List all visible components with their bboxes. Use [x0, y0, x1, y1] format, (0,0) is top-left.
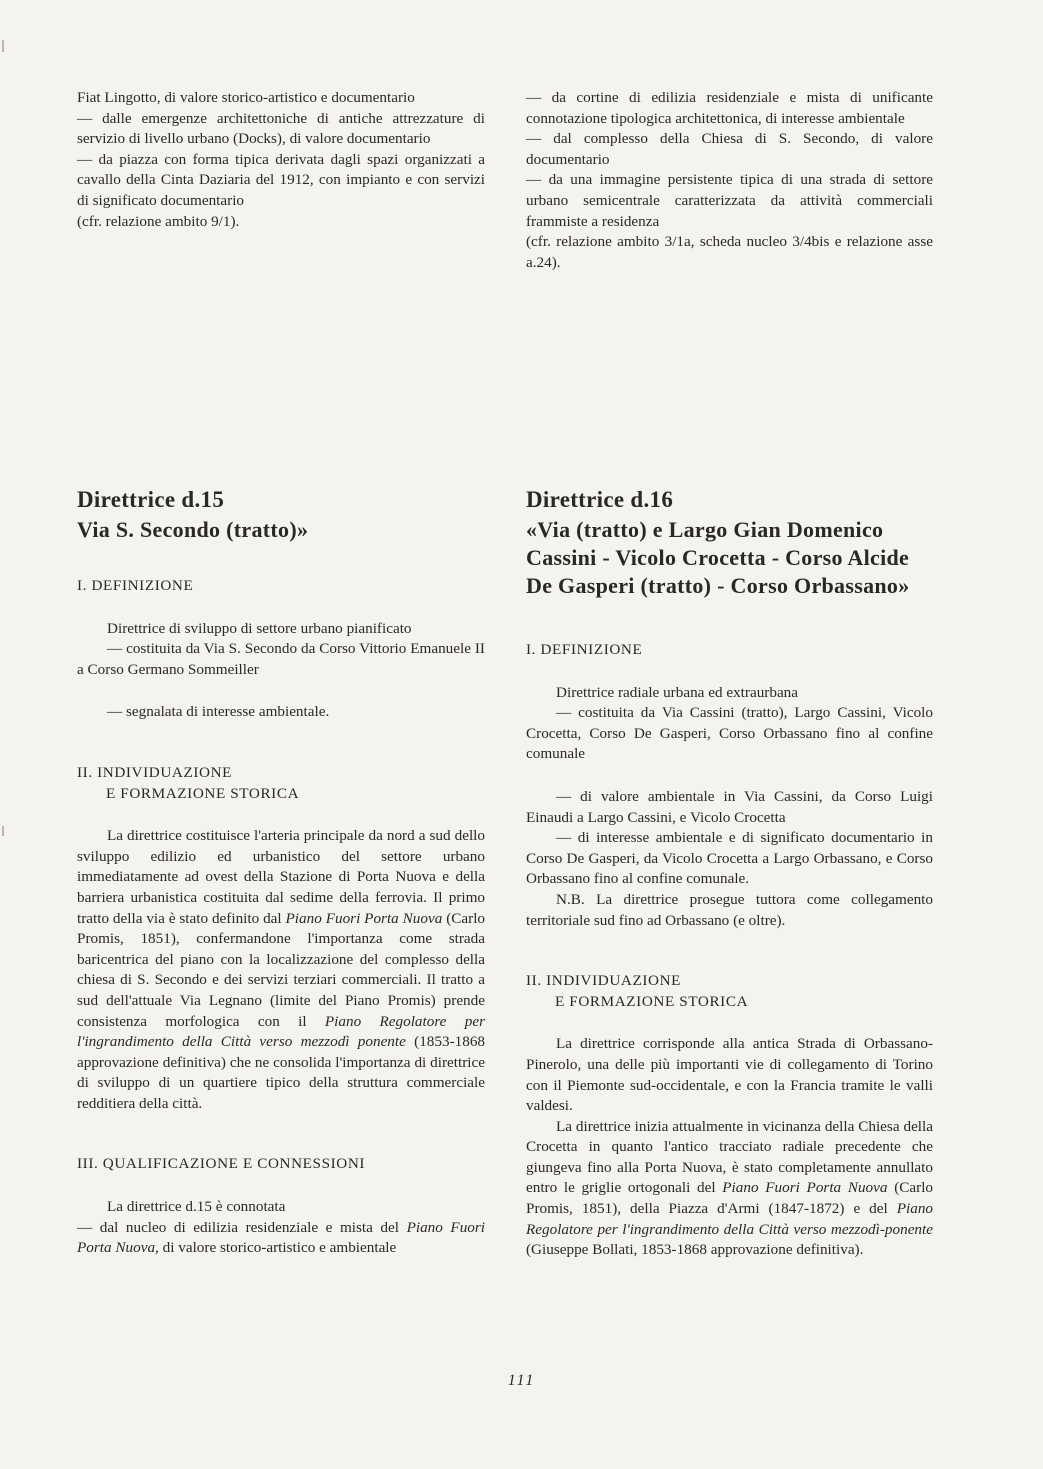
paragraph: — dalle emergenze architettoniche di antiche attrezzature di servizio di livello urbano (Docks), di valore documentario: [77, 109, 485, 148]
paragraph: La direttrice d.15 è connotata: [107, 1198, 286, 1216]
paragraph: — costituita da Via Cassini (tratto), Largo Cassini, Vicolo Crocetta, Corso De Gasperi, Corso Orbassano fino al confine comunale: [526, 704, 933, 763]
section-subtitle: Via S. Secondo (tratto)»: [77, 517, 309, 542]
text-run: La direttrice costituisce l'arteria principale da nord a sud dello sviluppo edilizio ed urbanistico del settore urbano immediatamente ad ovest della Stazione di Porta Nuova e della barriera urbanistica costituita dal sedime della ferrovia. Il primo tratto della via è stato definito dal: [77, 827, 485, 927]
heading-line: II. INDIVIDUAZIONE: [526, 972, 682, 990]
paragraph: [77, 826, 485, 1114]
text-run: (Carlo Promis, 1851), confermandone l'importanza come strada baricentrica del piano con la localizzazione del complesso della chiesa di S. Secondo e dei servizi terziari commerciali. Il tratto a sud dell'attuale Via Legnano (limite del Piano Promis) prende consistenza morfologica con il: [77, 909, 486, 1030]
text-run: — dal nucleo di edilizia residenziale e mista del: [77, 1218, 399, 1236]
section-subtitle: «Via (tratto) e Largo Gian Domenico Cassini - Vicolo Crocetta - Corso Alcide De Gasperi (tratto) - Corso Orbassano»: [526, 517, 910, 598]
section-d15: [77, 486, 485, 1259]
text-run-italic: Piano Fuori Porta Nuova: [722, 1179, 888, 1197]
text-run: (1853-1868 approvazione definitiva) che ne consolida l'importanza di direttrice di sviluppo di un quartiere tipico della struttura commerciale redditiera della città.: [77, 1033, 486, 1112]
scan-margin-mark: [2, 826, 4, 836]
text-run: di valore storico-artistico e ambientale: [162, 1239, 397, 1257]
paragraph: N.B. La direttrice prosegue tuttora come collegamento territoriale sud fino ad Orbassano (e oltre).: [526, 890, 933, 929]
paragraph: — di valore ambientale in Via Cassini, da Corso Luigi Einaudi a Largo Cassini, e Vicolo Crocetta: [526, 787, 933, 826]
text-run: La direttrice inizia attualmente in vicinanza della Chiesa della Crocetta in quanto l'antico tracciato radiale precedente che giungeva fino alla Porta Nuova, è stato completamente annullato entro le griglie ortogonali del: [526, 1117, 933, 1197]
paragraph: — segnalata di interesse ambientale.: [107, 703, 330, 721]
section-title: Direttrice d.15: [77, 487, 225, 512]
paragraph: La direttrice corrisponde alla antica Strada di Orbassano-Pinerolo, una delle più importanti vie di collegamento di Torino con il Piemonte sud-occidentale, e con la Francia tramite le valli valdesi.: [526, 1035, 933, 1115]
top-left-continuation: [77, 88, 485, 232]
text-run-italic: Piano Fuori Porta Nuova: [285, 909, 443, 927]
heading-qualificazione: III. QUALIFICAZIONE E CONNESSIONI: [77, 1155, 366, 1173]
heading-line: II. INDIVIDUAZIONE: [77, 763, 233, 781]
paragraph: [77, 1218, 485, 1259]
paragraph: — dal complesso della Chiesa di S. Secondo, di valore documentario: [526, 130, 933, 168]
page-number: 111: [507, 1372, 536, 1389]
paragraph: — da piazza con forma tipica derivata dagli spazi organizzati a cavallo della Cinta Daziaria del 1912, con impianto e con servizi di significato documentario: [77, 150, 485, 209]
paragraph: — da cortine di edilizia residenziale e mista di unificante connotazione tipologica architettonica, di interesse ambientale: [526, 89, 933, 127]
heading-subline: E FORMAZIONE STORICA: [555, 992, 749, 1010]
paragraph: — costituita da Via S. Secondo da Corso Vittorio Emanuele II a Corso Germano Sommeiller: [77, 640, 485, 678]
heading-individuazione: [526, 971, 933, 1012]
heading-subline: E FORMAZIONE STORICA: [106, 784, 300, 802]
text-run: (Giuseppe Bollati, 1853-1868 approvazione definitiva).: [526, 1241, 864, 1259]
text-run: (Carlo Promis, 1851), della Piazza d'Armi (1847-1872) e del: [526, 1179, 934, 1218]
paragraph: Direttrice di sviluppo di settore urbano pianificato: [107, 619, 412, 637]
section-title: Direttrice d.16: [526, 487, 674, 512]
paragraph: [526, 1117, 933, 1261]
paragraph: (cfr. relazione ambito 9/1).: [77, 212, 240, 230]
section-d16: [526, 486, 933, 1261]
paragraph: (cfr. relazione ambito 3/1a, scheda nucleo 3/4bis e relazione asse a.24).: [526, 233, 933, 271]
heading-individuazione: [77, 763, 485, 804]
paragraph: Direttrice radiale urbana ed extraurbana: [556, 683, 799, 701]
text-run-italic: Piano Regolatore per l'ingrandimento della Città verso mezzodì ponente: [77, 1012, 485, 1051]
heading-definizione: I. DEFINIZIONE: [77, 577, 194, 594]
paragraph: Fiat Lingotto, di valore storico-artistico e documentario: [77, 89, 415, 106]
paragraph: — di interesse ambientale e di significato documentario in Corso De Gasperi, da Vicolo Crocetta a Largo Orbassano, e Corso Orbassano fino al confine comunale.: [526, 829, 933, 888]
paragraph: — da una immagine persistente tipica di una strada di settore urbano semicentrale caratterizzata da attività commerciali frammiste a residenza: [526, 171, 933, 230]
scan-margin-mark: [2, 40, 4, 52]
text-run-italic: Piano Fuori Porta Nuova,: [77, 1218, 486, 1257]
top-right-continuation: [526, 88, 933, 273]
heading-definizione: I. DEFINIZIONE: [526, 641, 643, 658]
text-run-italic: Piano Regolatore per l'ingrandimento della Città verso mezzodì-ponente: [526, 1200, 934, 1238]
